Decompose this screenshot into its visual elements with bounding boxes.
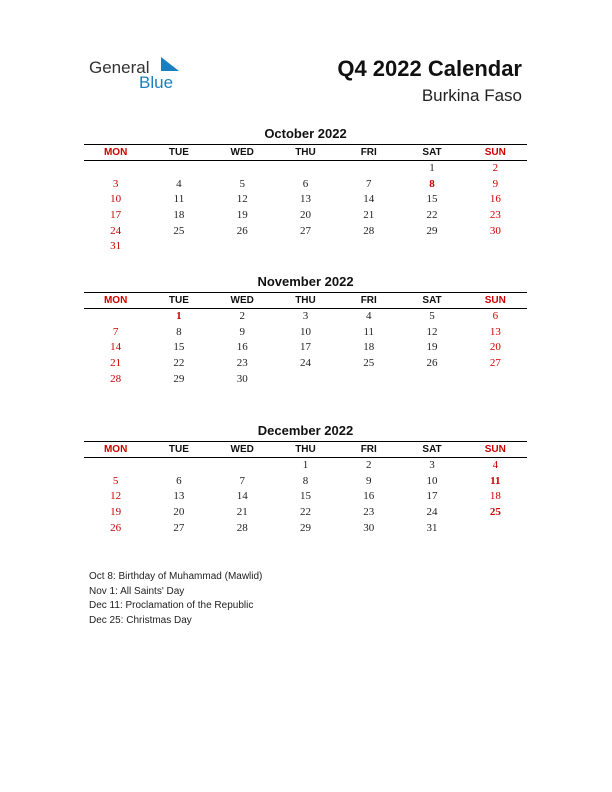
day-cell: 21 [363, 209, 375, 222]
weekday-label: THU [295, 295, 316, 306]
day-cell: 23 [236, 357, 248, 370]
empty-day-cell [464, 239, 527, 255]
month-december [84, 422, 527, 536]
day-cell: 16 [236, 341, 248, 354]
day-cell: 12 [426, 325, 438, 338]
day-cell: 25 [363, 357, 375, 370]
empty-day-cell [211, 239, 274, 255]
empty-day-cell [337, 372, 400, 388]
day-cell: 11 [173, 193, 185, 206]
day-cell: 17 [299, 341, 311, 354]
day-cell: 27 [299, 224, 311, 237]
empty-day-cell [147, 239, 210, 255]
day-cell: 2 [492, 162, 499, 174]
day-cell: 27 [489, 357, 501, 370]
day-cell: 4 [492, 459, 499, 471]
empty-day-cell [274, 161, 337, 177]
page-title: Q4 2022 Calendar [337, 56, 522, 81]
day-cell: 19 [110, 506, 122, 519]
empty-day-cell [274, 239, 337, 255]
day-cell: 1 [176, 310, 182, 322]
week-row [84, 521, 527, 537]
day-cell: 6 [302, 177, 309, 190]
day-cell: 16 [363, 490, 375, 503]
day-cell: 28 [110, 372, 122, 385]
day-cell: 5 [429, 310, 435, 322]
day-cell: 9 [239, 325, 245, 338]
day-cell: 2 [366, 459, 372, 471]
day-cell: 6 [176, 474, 182, 487]
day-cell: 21 [236, 506, 248, 519]
day-cell: 17 [110, 209, 122, 222]
week-row [84, 356, 527, 372]
day-cell: 29 [173, 372, 185, 385]
weekday-label: MON [103, 147, 128, 158]
day-cell: 17 [426, 490, 438, 503]
week-row [84, 489, 527, 505]
day-cell: 13 [489, 325, 501, 338]
week-row [84, 325, 527, 341]
holiday-note: Oct 8: Birthday of Muhammad (Mawlid) [89, 571, 263, 582]
weekday-header [84, 292, 527, 309]
empty-day-cell [84, 309, 147, 325]
month-october [84, 125, 527, 255]
week-row [84, 224, 527, 240]
day-cell: 15 [426, 193, 438, 206]
weekday-label: SAT [422, 147, 442, 158]
weekday-label: FRI [360, 147, 377, 158]
week-row [84, 458, 527, 474]
day-cell: 8 [176, 325, 182, 338]
day-cell: 24 [299, 357, 311, 370]
weekday-label: FRI [360, 295, 377, 306]
day-cell: 8 [429, 177, 435, 190]
empty-day-cell [464, 372, 527, 388]
empty-day-cell [147, 161, 210, 177]
day-cell: 15 [299, 490, 311, 503]
day-cell: 14 [363, 193, 375, 206]
weekday-label: WED [230, 444, 254, 455]
empty-day-cell [337, 161, 400, 177]
day-cell: 5 [112, 474, 119, 487]
day-cell: 24 [110, 224, 122, 237]
holiday-note: Dec 25: Christmas Day [89, 614, 192, 626]
day-cell: 22 [426, 209, 438, 222]
empty-day-cell [147, 458, 210, 474]
day-cell: 22 [173, 357, 185, 370]
day-cell: 7 [366, 177, 372, 190]
empty-day-cell [84, 458, 147, 474]
day-cell: 19 [236, 209, 248, 222]
day-cell: 28 [236, 521, 248, 534]
day-cell: 2 [239, 310, 245, 322]
day-cell: 15 [173, 341, 185, 354]
day-cell: 18 [489, 490, 501, 503]
weekday-label: TUE [168, 147, 189, 158]
day-cell: 27 [173, 521, 185, 534]
logo-general-text: General [89, 58, 150, 77]
day-cell: 30 [236, 372, 248, 385]
week-row [84, 177, 527, 193]
day-cell: 12 [110, 490, 122, 503]
week-row [84, 208, 527, 224]
day-cell: 13 [299, 193, 311, 206]
day-cell: 21 [110, 357, 122, 370]
holiday-note: Dec 11: Proclamation of the Republic [89, 600, 254, 611]
empty-day-cell [337, 239, 400, 255]
day-cell: 20 [173, 506, 185, 519]
weekday-label: WED [230, 295, 254, 306]
week-row [84, 192, 527, 208]
day-cell: 10 [110, 193, 122, 206]
day-cell: 9 [366, 474, 372, 487]
weekday-label: SUN [484, 147, 506, 158]
day-cell: 29 [299, 521, 311, 534]
page-subtitle: Burkina Faso [421, 86, 522, 105]
weekday-label: MON [103, 295, 128, 306]
weekday-label: SAT [422, 295, 442, 306]
day-cell: 3 [429, 459, 435, 471]
week-row [84, 474, 527, 490]
day-cell: 25 [489, 506, 501, 519]
weekday-label: WED [230, 147, 254, 158]
day-cell: 12 [236, 193, 248, 206]
day-cell: 10 [299, 325, 311, 338]
day-cell: 22 [299, 506, 311, 519]
day-cell: 8 [302, 474, 309, 487]
empty-day-cell [84, 161, 147, 177]
weekday-label: FRI [360, 444, 377, 455]
day-cell: 7 [112, 325, 119, 338]
day-cell: 29 [426, 224, 438, 237]
day-cell: 11 [363, 325, 375, 338]
weekday-label: THU [295, 147, 316, 158]
day-cell: 25 [173, 224, 185, 237]
day-cell: 14 [110, 341, 122, 354]
weekday-label: SAT [422, 444, 442, 455]
empty-day-cell [464, 521, 527, 537]
week-row [84, 340, 527, 356]
weekday-header [84, 144, 527, 161]
month-title: November 2022 [257, 274, 354, 289]
logo [89, 54, 189, 94]
day-cell: 23 [363, 506, 375, 519]
day-cell: 23 [489, 209, 501, 222]
holiday-note: Nov 1: All Saints' Day [89, 585, 185, 597]
day-cell: 20 [489, 341, 501, 354]
day-cell: 10 [426, 474, 438, 487]
day-cell: 9 [492, 177, 499, 190]
day-cell: 31 [110, 240, 122, 253]
weekday-header [84, 441, 527, 458]
logo-blue-text: Blue [139, 73, 174, 92]
day-cell: 19 [426, 341, 438, 354]
month-november [84, 273, 527, 387]
month-title: October 2022 [264, 126, 347, 141]
empty-day-cell [274, 372, 337, 388]
weekday-label: SUN [484, 444, 506, 455]
day-cell: 4 [366, 310, 372, 322]
day-cell: 18 [363, 341, 375, 354]
day-cell: 31 [426, 521, 438, 534]
day-cell: 20 [299, 209, 311, 222]
empty-day-cell [400, 239, 463, 255]
week-row [84, 372, 527, 388]
weekday-label: THU [295, 444, 316, 455]
day-cell: 13 [173, 490, 185, 503]
week-row [84, 239, 527, 255]
empty-day-cell [211, 458, 274, 474]
weekday-label: SUN [484, 295, 506, 306]
week-row [84, 309, 527, 325]
day-cell: 4 [176, 177, 182, 190]
day-cell: 18 [173, 209, 185, 222]
weekday-label: TUE [168, 444, 189, 455]
day-cell: 26 [426, 357, 438, 370]
day-cell: 30 [363, 521, 375, 534]
day-cell: 1 [302, 459, 309, 471]
weekday-label: TUE [168, 295, 189, 306]
day-cell: 1 [429, 162, 435, 174]
month-title: December 2022 [257, 423, 354, 438]
day-cell: 24 [426, 506, 438, 519]
day-cell: 5 [239, 177, 245, 190]
day-cell: 6 [492, 310, 499, 322]
day-cell: 26 [236, 224, 248, 237]
day-cell: 7 [239, 474, 245, 487]
day-cell: 3 [112, 177, 119, 190]
holiday-notes [89, 570, 262, 628]
day-cell: 26 [110, 521, 122, 534]
day-cell: 3 [302, 310, 309, 322]
week-row [84, 505, 527, 521]
day-cell: 16 [489, 193, 501, 206]
week-row [84, 161, 527, 177]
empty-day-cell [211, 161, 274, 177]
weekday-label: MON [103, 444, 128, 455]
logo-flag-icon [159, 57, 179, 73]
day-cell: 30 [489, 224, 501, 237]
day-cell: 28 [363, 224, 375, 237]
day-cell: 14 [236, 490, 248, 503]
day-cell: 11 [490, 474, 501, 487]
empty-day-cell [400, 372, 463, 388]
